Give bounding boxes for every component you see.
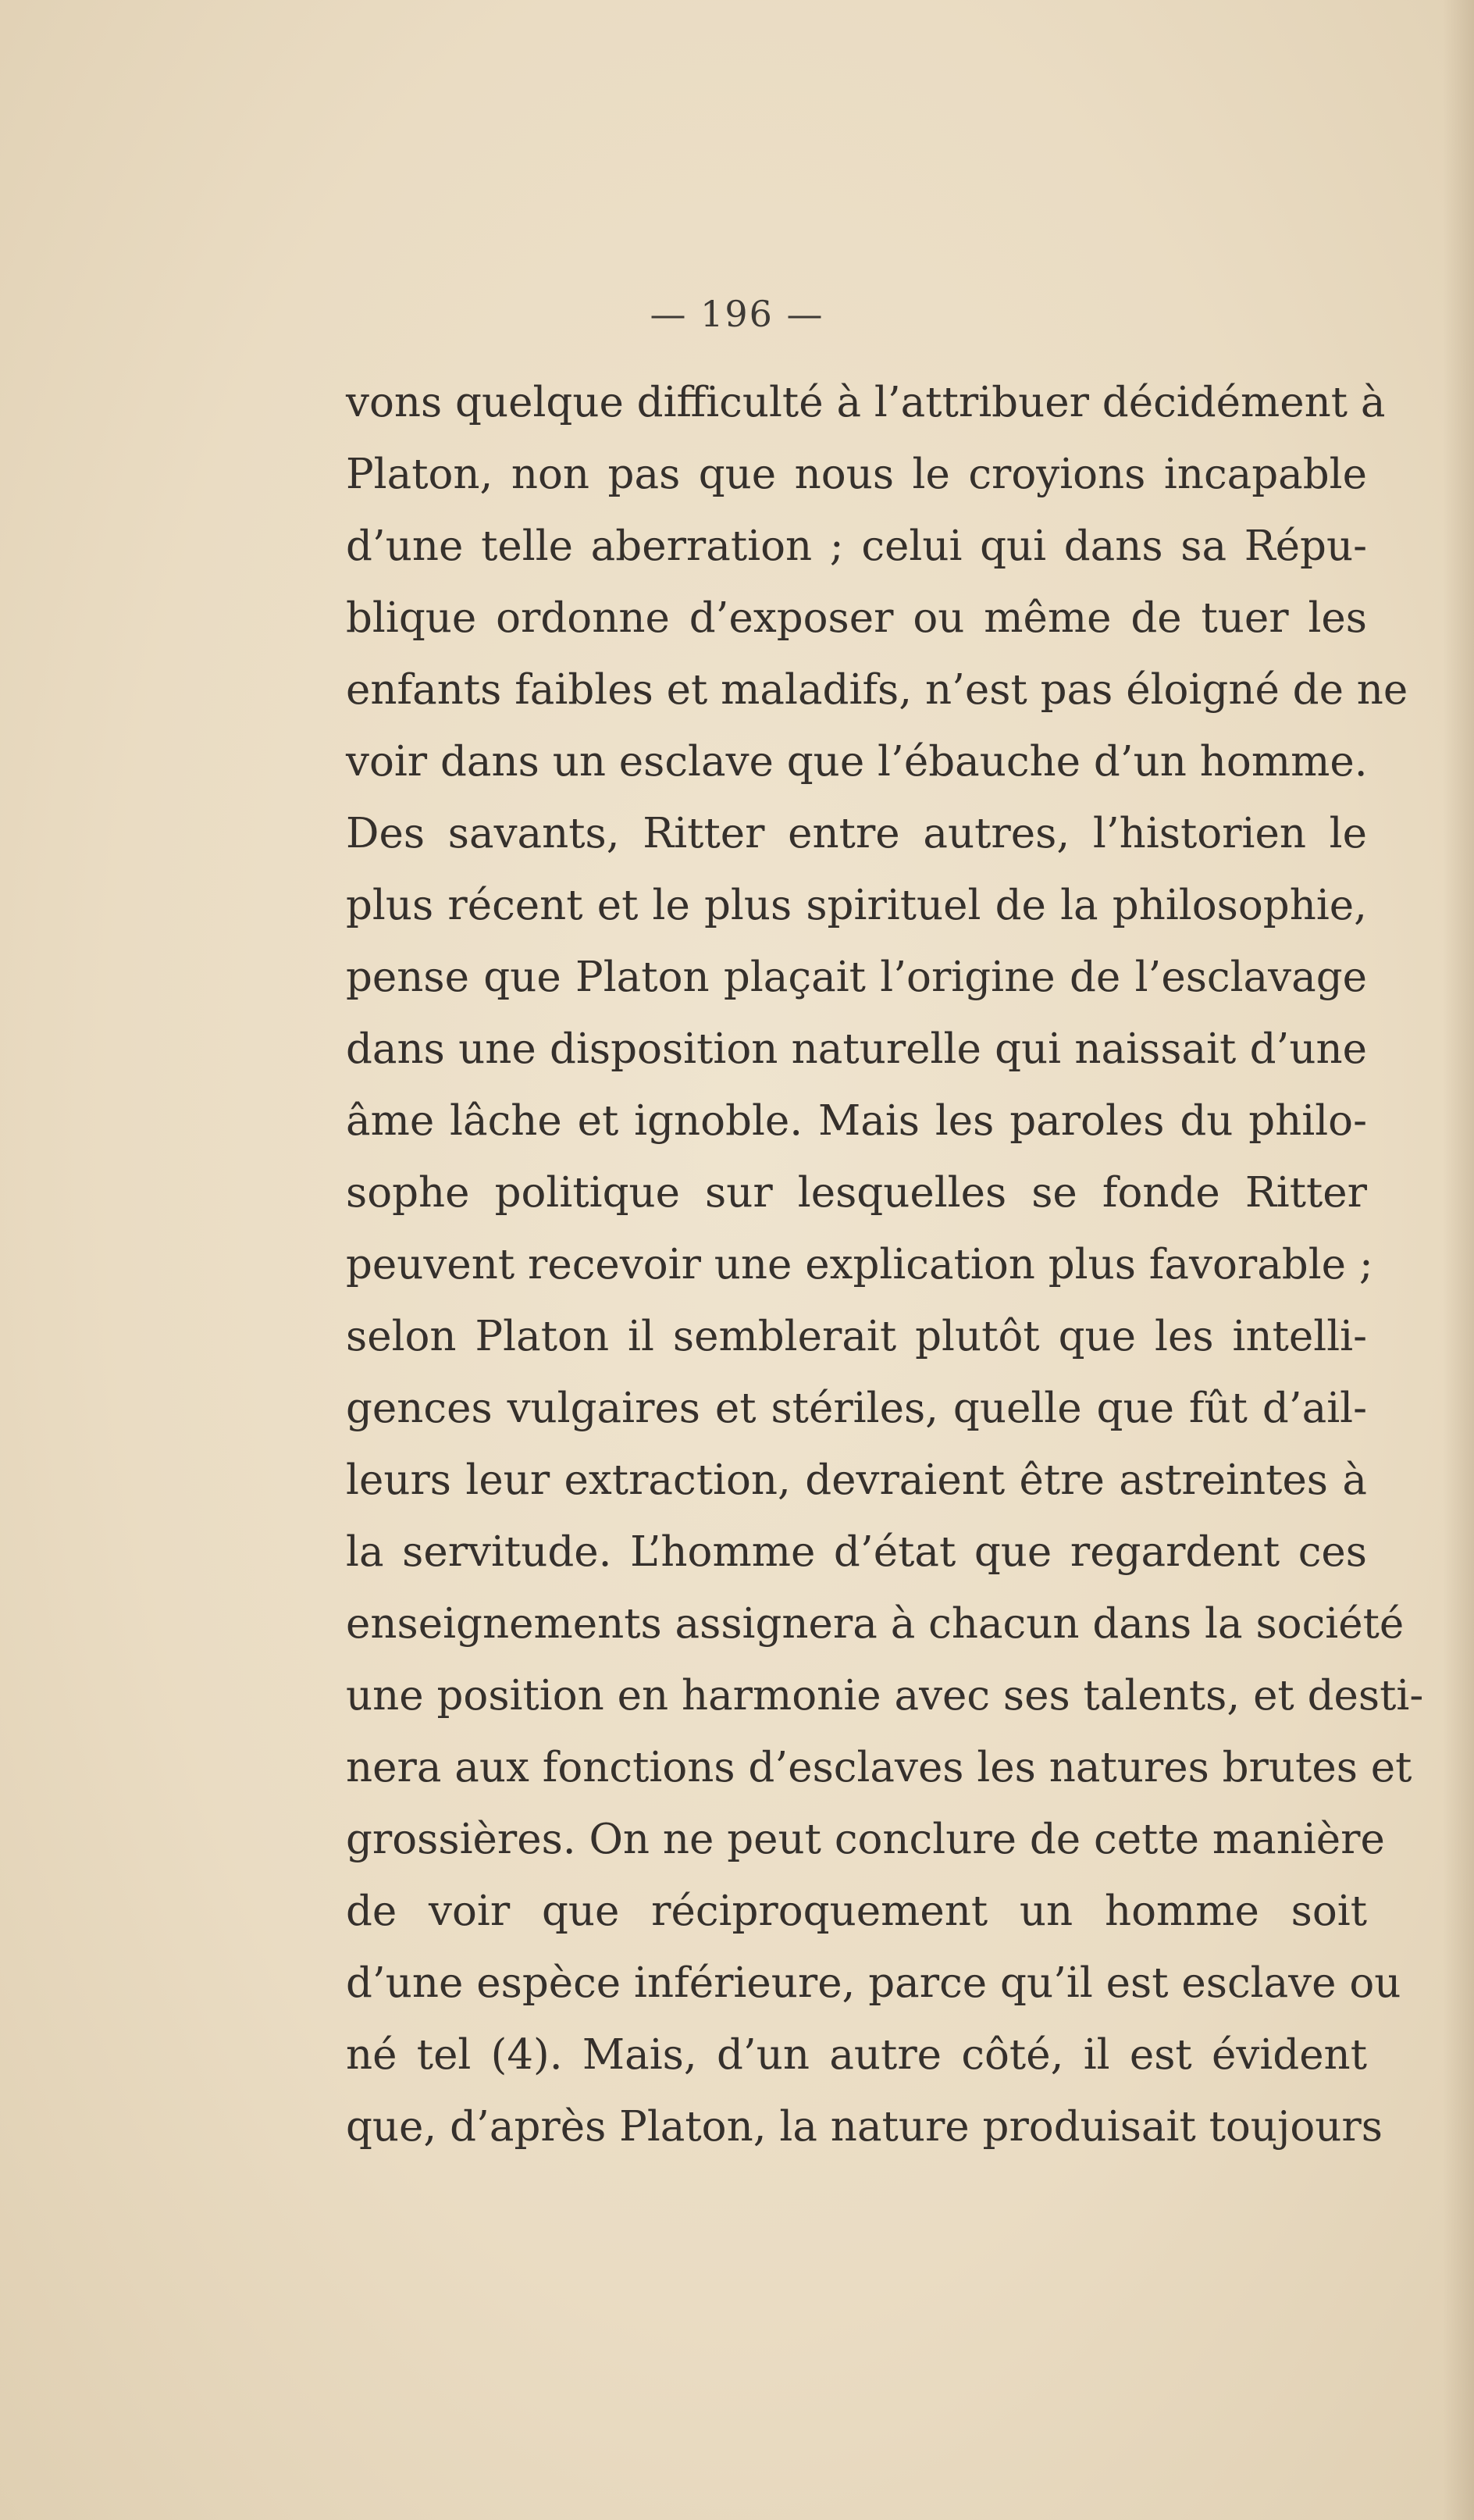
text-line: peuvent recevoir une explication plus favorable ; [346, 1241, 1373, 1289]
text-line: blique ordonne d’exposer ou même de tuer les [346, 594, 1367, 642]
text-line: que, d’après Platon, la nature produisait toujours [346, 2103, 1383, 2151]
text-line: vons quelque difficulté à l’attribuer décidément à [346, 379, 1386, 426]
text-line: enfants faibles et maladifs, n’est pas éloigné de ne [346, 666, 1408, 714]
page-number: — 196 — [650, 293, 824, 335]
text-line: d’une espèce inférieure, parce qu’il est esclave ou [346, 1959, 1401, 2007]
text-line: selon Platon il semblerait plutôt que les intelli- [346, 1313, 1367, 1360]
text-line: voir dans un esclave que l’ébauche d’un homme. [346, 738, 1368, 786]
text-line: Des savants, Ritter entre autres, l’historien le [346, 810, 1367, 857]
text-line: dans une disposition naturelle qui naissait d’une [346, 1025, 1367, 1073]
text-line: enseignements assignera à chacun dans la société [346, 1600, 1405, 1648]
text-line: la servitude. L’homme d’état que regardent ces [346, 1528, 1367, 1576]
page-edge-shadow [1443, 0, 1474, 2520]
text-line: grossières. On ne peut conclure de cette manière [346, 1816, 1385, 1863]
text-line: âme lâche et ignoble. Mais les paroles du philo- [346, 1097, 1367, 1145]
text-line: d’une telle aberration ; celui qui dans sa Répu- [346, 522, 1367, 570]
text-line: pense que Platon plaçait l’origine de l’esclavage [346, 953, 1367, 1001]
text-line: plus récent et le plus spirituel de la philosophie, [346, 882, 1367, 929]
text-line: leurs leur extraction, devraient être astreintes à [346, 1456, 1367, 1504]
text-line: de voir que réciproquement un homme soit [346, 1887, 1367, 1935]
text-line: sophe politique sur lesquelles se fonde Ritter [346, 1169, 1367, 1217]
text-line: nera aux fonctions d’esclaves les natures brutes et [346, 1744, 1412, 1791]
text-line: une position en harmonie avec ses talents, et desti- [346, 1672, 1424, 1720]
text-line: né tel (4). Mais, d’un autre côté, il est évident [346, 2031, 1367, 2079]
text-line: gences vulgaires et stériles, quelle que fût d’ail- [346, 1385, 1367, 1432]
text-line: Platon, non pas que nous le croyions incapable [346, 451, 1367, 498]
body-text [346, 367, 1424, 2163]
